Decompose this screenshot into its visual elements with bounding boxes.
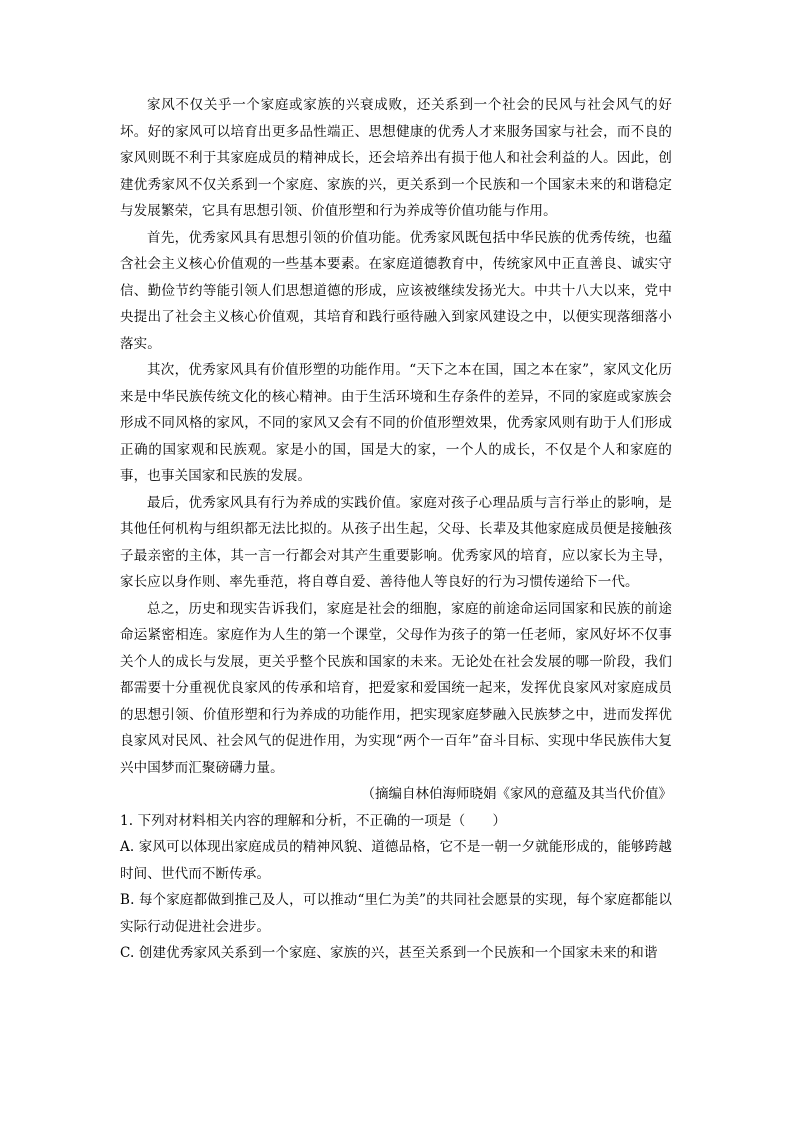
document-body (120, 92, 672, 967)
article-paragraph-4: 最后，优秀家风具有行为养成的实践价值。家庭对孩子心理品质与言行举止的影响，是其他任何机构与组织都无法比拟的。从孩子出生起，父母、长辈及其他家庭成员便是接触孩子最亲密的主体，其一言一行都会对其产生重要影响。优秀家风的培育，应以家长为主导，家长应以身作则、率先垂范，将自尊自爱、善待他人等良好的行为习惯传递给下一代。 (120, 494, 672, 590)
article-paragraph-2: 首先，优秀家风具有思想引领的价值功能。优秀家风既包括中华民族的优秀传统，也蕴含社会主义核心价值观的一些基本要素。在家庭道德教育中，传统家风中正直善良、诚实守信、勤俭节约等能引领人们思想道德的形成，应该被继续发扬光大。中共十八大以来，党中央提出了社会主义核心价值观，其培育和践行亟待融入到家风建设之中，以便实现落细落小落实。 (120, 229, 672, 352)
article-paragraph-5: 总之，历史和现实告诉我们，家庭是社会的细胞，家庭的前途命运同国家和民族的前途命运紧密相连。家庭作为人生的第一个课堂，父母作为孩子的第一任老师，家风好坏不仅事关个人的成长与发展，更关乎整个民族和国家的未来。无论处在社会发展的哪一阶段，我们都需要十分重视优良家风的传承和培育，把爱家和爱国统一起来，发挥优良家风对家庭成员的思想引领、价值形塑和行为养成的功能作用，把实现家庭梦融入民族梦之中，进而发挥优良家风对民风、社会风气的促进作用，为实现“两个一百年”奋斗目标、实现中华民族伟大复兴中国梦而汇聚磅礴力量。 (120, 600, 672, 776)
question-option-c: C. 创建优秀家风关系到一个家庭、家族的兴，甚至关系到一个民族和一个国家未来的和谐 (120, 945, 658, 961)
question-option-a: A. 家风可以体现出家庭成员的精神风貌、道德品格，它不是一朝一夕就能形成的，能够跨越时间、世代而不断传承。 (120, 839, 672, 882)
article-source: （摘编自林伯海师晓娟《家风的意蕴及其当代价值》 (361, 786, 672, 802)
question-stem: 1. 下列对材料相关内容的理解和分析，不正确的一项是（ ） (120, 812, 507, 829)
article-paragraph-3: 其次，优秀家风具有价值形塑的功能作用。“天下之本在国，国之本在家”，家风文化历来是中华民族传统文化的核心精神。由于生活环境和生存条件的差异，不同的家庭或家族会形成不同风格的家风，不同的家风又会有不同的价值形塑效果，优秀家风则有助于人们形成正确的国家观和民族观。家是小的国，国是大的家，一个人的成长，不仅是个人和家庭的事，也事关国家和民族的发展。 (120, 362, 672, 484)
question-option-b: B. 每个家庭都做到推己及人，可以推动“里仁为美”的共同社会愿景的实现，每个家庭都能以实际行动促进社会进步。 (120, 892, 672, 935)
article-paragraph-1: 家风不仅关乎一个家庭或家族的兴衰成败，还关系到一个社会的民风与社会风气的好坏。好的家风可以培育出更多品性端正、思想健康的优秀人才来服务国家与社会，而不良的家风则既不利于其家庭成员的精神成长，还会培养出有损于他人和社会利益的人。因此，创建优秀家风不仅关系到一个家庭、家族的兴，更关系到一个民族和一个国家未来的和谐稳定与发展繁荣，它具有思想引领、价值形塑和行为养成等价值功能与作用。 (120, 97, 672, 219)
